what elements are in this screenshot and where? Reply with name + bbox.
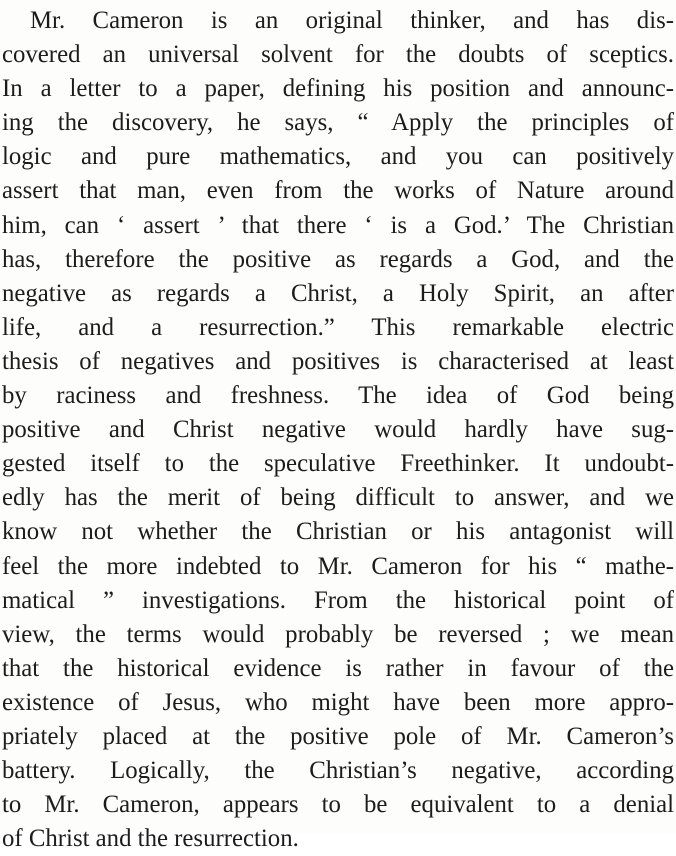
text-line: assert that man, even from the works of Nature around (2, 177, 674, 205)
text-line: battery. Logically, the Christian’s negative, according (2, 757, 674, 785)
text-line: thesis of negatives and positives is characterised at least (2, 347, 674, 375)
text-line: by raciness and freshness. The idea of God being (2, 382, 674, 410)
text-line: know not whether the Christian or his antagonist will (2, 518, 674, 546)
text-line: ing the discovery, he says, “ Apply the principles of (2, 109, 674, 137)
text-line: that the historical evidence is rather in favour of the (2, 654, 674, 682)
text-line: gested itself to the speculative Freethinker. It undoubt- (2, 450, 674, 478)
text-line: Mr. Cameron is an original thinker, and has dis- (30, 7, 674, 34)
text-line: life, and a resurrection.” This remarkable electric (2, 313, 674, 341)
text-line: has, therefore the positive as regards a God, and the (2, 245, 674, 273)
text-line: view, the terms would probably be reversed ; we mean (2, 620, 674, 648)
text-line: logic and pure mathematics, and you can positively (2, 143, 674, 171)
text-line: matical ” investigations. From the historical point of (2, 586, 674, 614)
text-line: feel the more indebted to Mr. Cameron for his “ mathe- (2, 552, 674, 580)
text-line: positive and Christ negative would hardly have sug- (2, 416, 674, 444)
text-line: to Mr. Cameron, appears to be equivalent to a denial (2, 791, 674, 819)
text-line: negative as regards a Christ, a Holy Spirit, an after (2, 279, 674, 307)
text-line: priately placed at the positive pole of Mr. Cameron’s (2, 722, 674, 750)
text-line: of Christ and the resurrection. (2, 825, 299, 853)
text-line: covered an universal solvent for the doubts of sceptics. (2, 41, 674, 69)
text-line: edly has the merit of being difficult to answer, and we (2, 484, 674, 512)
text-line: In a letter to a paper, defining his position and announc- (2, 75, 674, 103)
body-paragraph (2, 4, 674, 856)
text-line: existence of Jesus, who might have been more appro- (2, 688, 674, 716)
text-line: him, can ‘ assert ’ that there ‘ is a God.’ The Christian (2, 211, 674, 239)
